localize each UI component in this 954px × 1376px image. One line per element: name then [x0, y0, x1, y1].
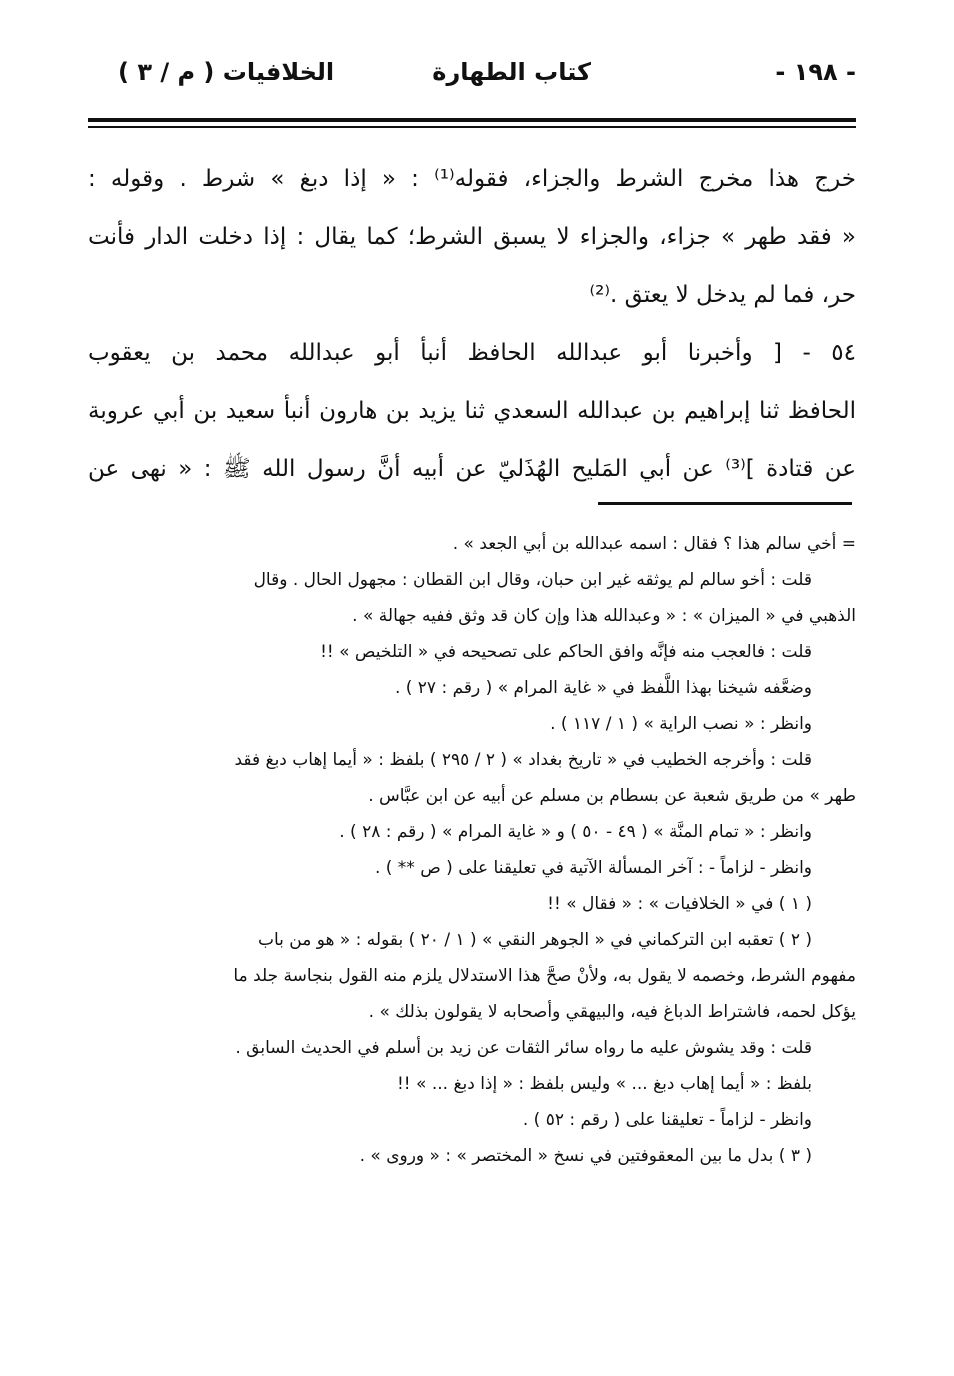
footnote-1: ( ١ ) في « الخلافيات » : « فقال » !!	[547, 894, 812, 914]
page-number: - ١٩٨ -	[775, 58, 856, 86]
main-line: الحافظ ثنا إبراهيم بن عبدالله السعدي ثنا يزيد بن هارون أنبأ سعيد بن أبي عروبة	[88, 398, 856, 424]
footnote-line: = أخي سالم هذا ؟ فقال : اسمه عبدالله بن أبي الجعد » .	[452, 534, 856, 554]
footnote-line: طهر » من طريق شعبة عن بسطام بن مسلم عن أبيه عن ابن عبَّاس .	[368, 786, 856, 806]
footnotes	[88, 526, 856, 1174]
book-title: كتاب الطهارة	[432, 58, 591, 86]
footnote-3: ( ٣ ) بدل ما بين المعقوفتين في نسخ « المختصر » : « وروى » .	[359, 1146, 812, 1166]
footnote-line: قلت : وقد يشوش عليه ما رواه سائر الثقات عن زيد بن أسلم في الحديث السابق .	[235, 1038, 812, 1058]
main-line: ٥٤ - [ وأخبرنا أبو عبدالله الحافظ أنبأ أبو عبدالله محمد بن يعقوب	[88, 340, 856, 366]
footnote-line: الذهبي في « الميزان » : « وعبدالله هذا وإن كان قد وثق ففيه جهالة » .	[352, 606, 856, 626]
header-rule-thick	[88, 118, 856, 122]
footnote-line: قلت : أخو سالم لم يوثقه غير ابن حبان، وقال ابن القطان : مجهول الحال . وقال	[253, 570, 812, 590]
footnote-2: ( ٢ ) تعقبه ابن التركماني في « الجوهر النقي » ( ١ / ٢٠ ) بقوله : « هو من باب	[257, 930, 812, 950]
main-line: حر، فما لم يدخل لا يعتق .⁽²⁾	[589, 282, 856, 308]
main-text	[88, 150, 856, 498]
footnote-separator	[598, 502, 852, 505]
footnote-line: قلت : وأخرجه الخطيب في « تاريخ بغداد » ( ٢ / ٢٩٥ ) بلفظ : « أيما إهاب دبغ فقد	[234, 750, 812, 770]
footnote-line: بلفظ : « أيما إهاب دبغ ... » وليس بلفظ : « إذا دبغ ... » !!	[396, 1074, 812, 1094]
footnote-line: وانظر - لزاماً - : آخر المسألة الآتية في تعليقنا على ( ص ** ) .	[374, 858, 812, 878]
footnote-line: مفهوم الشرط، وخصمه لا يقول به، ولأنْ صحَّ هذا الاستدلال يلزم منه القول بنجاسة جلد ما	[233, 966, 856, 986]
footnote-line: وانظر : « نصب الراية » ( ١ / ١١٧ ) .	[550, 714, 812, 734]
main-line: عن قتادة ]⁽³⁾ عن أبي المَليح الهُذَليّ عن أبيه أنَّ رسول الله ﷺ : « نهى عن	[88, 456, 856, 482]
footnote-line: وانظر - لزاماً - تعليقنا على ( رقم : ٥٢ ) .	[522, 1110, 812, 1130]
footnote-line: وانظر : « تمام المنَّة » ( ٤٩ - ٥٠ ) و « غاية المرام » ( رقم : ٢٨ ) .	[339, 822, 812, 842]
main-line: خرج هذا مخرج الشرط والجزاء، فقوله⁽¹⁾ : « إذا دبغ » شرط . وقوله :	[88, 166, 856, 192]
volume-label: الخلافيات ( م / ٣ )	[118, 58, 335, 86]
page-header	[88, 48, 856, 98]
main-line: « فقد طهر » جزاء، والجزاء لا يسبق الشرط؛ كما يقال : إذا دخلت الدار فأنت	[88, 224, 856, 250]
footnote-line: وضعَّفه شيخنا بهذا اللَّفظ في « غاية المرام » ( رقم : ٢٧ ) .	[394, 678, 812, 698]
footnote-line: يؤكل لحمه، فاشتراط الدباغ فيه، والبيهقي وأصحابه لا يقولون بذلك » .	[368, 1002, 856, 1022]
header-rule-thin	[88, 126, 856, 128]
footnote-line: قلت : فالعجب منه فإنَّه وافق الحاكم على تصحيحه في « التلخيص » !!	[320, 642, 812, 662]
